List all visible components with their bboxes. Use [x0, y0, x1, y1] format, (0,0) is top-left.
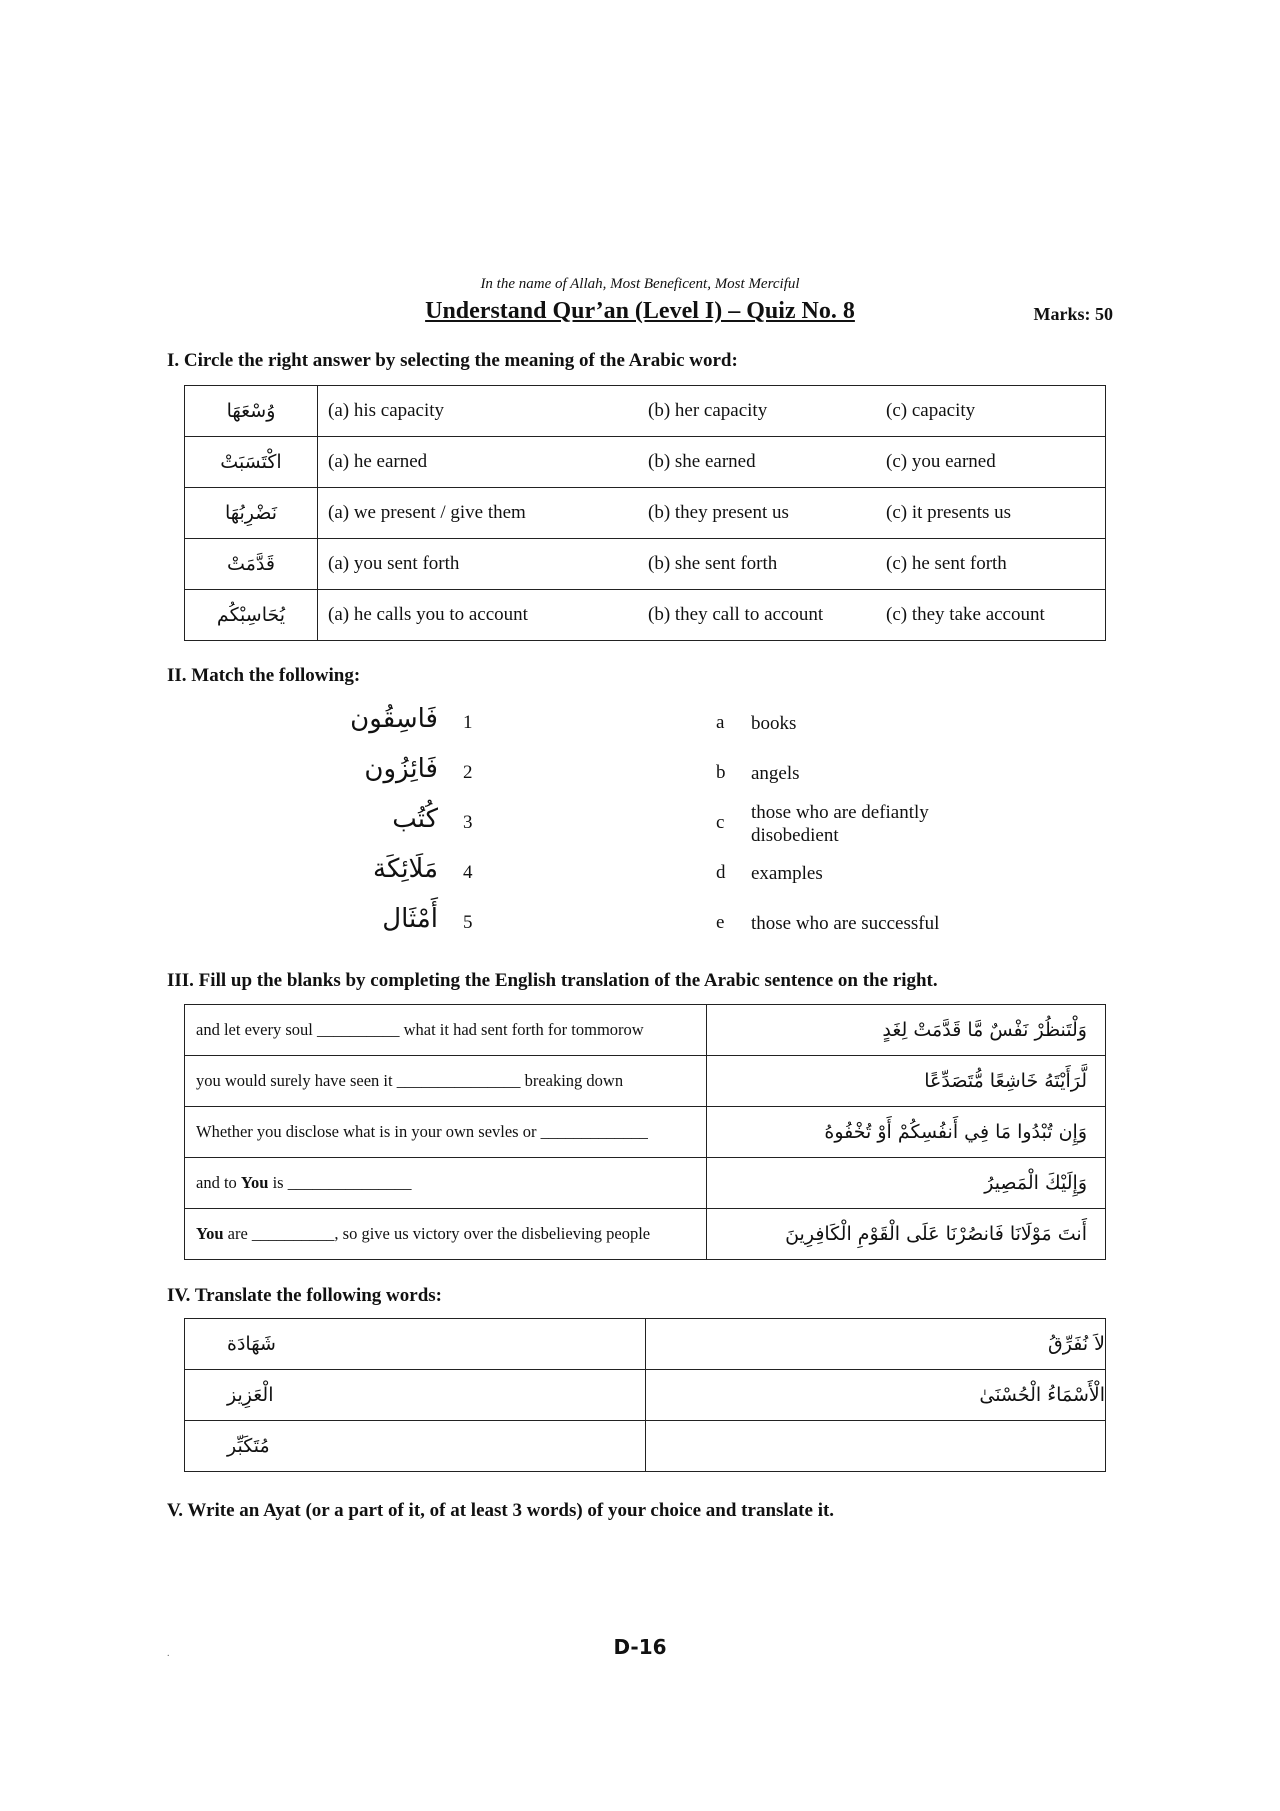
arabic-sentence: أَنتَ مَوْلَانَا فَانصُرْنَا عَلَى الْقَوْمِ الْكَافِرِينَ	[707, 1209, 1106, 1260]
translation-text: Whether you disclose what is in your own sevles or _____________	[196, 1122, 648, 1141]
table-row	[185, 1370, 1106, 1421]
translate-cell-left[interactable]	[185, 1319, 646, 1370]
match-meaning: those who are successful	[751, 913, 940, 934]
translation-blank[interactable]	[185, 1107, 707, 1158]
table-row	[185, 437, 1106, 488]
table-row	[185, 1319, 1106, 1370]
section4-heading: IV. Translate the following words:	[167, 1285, 442, 1306]
translation-bold-word: You	[240, 1173, 269, 1192]
match-meaning: angels	[751, 763, 800, 784]
page-number: D-16	[613, 1635, 667, 1659]
table-row	[185, 590, 1106, 641]
match-letter: b	[716, 762, 726, 783]
match-row	[0, 850, 1280, 898]
option-b[interactable]: (b) her capacity	[638, 386, 876, 437]
section3-table	[184, 1004, 1106, 1260]
arabic-word: شَهَادَة	[227, 1333, 276, 1355]
translate-cell-left[interactable]	[185, 1370, 646, 1421]
option-b[interactable]: (b) she sent forth	[638, 539, 876, 590]
arabic-word: لاَ نُفَرِّقُ	[1048, 1333, 1105, 1355]
translation-bold-word: You	[196, 1224, 224, 1243]
table-row	[185, 488, 1106, 539]
match-letter: e	[716, 912, 725, 933]
translation-text: is _______________	[268, 1173, 412, 1192]
footer-dot: .	[167, 1648, 170, 1659]
option-b[interactable]: (b) she earned	[638, 437, 876, 488]
translation-prefix: and to	[196, 1173, 241, 1192]
match-meaning: those who are defiantly disobedient	[751, 802, 929, 846]
option-a[interactable]: (a) we present / give them	[318, 488, 639, 539]
section2-heading: II. Match the following:	[167, 665, 361, 686]
arabic-word: يُحَاسِبْكُم	[185, 590, 318, 641]
section1-table	[184, 385, 1106, 641]
match-row	[0, 750, 1280, 798]
table-row	[185, 1005, 1106, 1056]
arabic-sentence: وَلْتَنظُرْ نَفْسٌ مَّا قَدَّمَتْ لِغَدٍ	[707, 1005, 1106, 1056]
translation-blank[interactable]	[185, 1209, 707, 1260]
section5-heading: V. Write an Ayat (or a part of it, of at least 3 words) of your choice and translate it.	[167, 1500, 835, 1521]
arabic-sentence: لَّرَأَيْتَهُ خَاشِعًا مُّتَصَدِّعًا	[707, 1056, 1106, 1107]
table-row	[185, 386, 1106, 437]
arabic-word: الْعَزِيز	[227, 1384, 274, 1406]
section3-heading: III. Fill up the blanks by completing the English translation of the Arabic sentence on the right.	[167, 970, 938, 991]
match-number: 4	[463, 862, 473, 883]
match-number: 5	[463, 912, 473, 933]
match-arabic-word: فَاسِقُون	[350, 704, 438, 734]
table-row	[185, 1107, 1106, 1158]
translation-text: are __________, so give us victory over the disbelieving people	[223, 1224, 651, 1243]
translation-blank[interactable]	[185, 1005, 707, 1056]
translate-cell-right[interactable]	[645, 1421, 1106, 1472]
translate-cell-left[interactable]	[185, 1421, 646, 1472]
section1-heading: I. Circle the right answer by selecting the meaning of the Arabic word:	[167, 350, 738, 371]
arabic-word: وُسْعَهَا	[185, 386, 318, 437]
option-a[interactable]: (a) he calls you to account	[318, 590, 639, 641]
match-number: 2	[463, 762, 473, 783]
arabic-word: مُتَكَبِّر	[227, 1435, 270, 1457]
match-meaning: books	[751, 713, 797, 734]
option-c[interactable]: (c) he sent forth	[876, 539, 1106, 590]
translation-blank[interactable]	[185, 1056, 707, 1107]
match-number: 3	[463, 812, 473, 833]
match-letter: c	[716, 812, 725, 833]
option-b[interactable]: (b) they call to account	[638, 590, 876, 641]
option-a[interactable]: (a) you sent forth	[318, 539, 639, 590]
match-meaning: examples	[751, 863, 823, 884]
match-row	[0, 900, 1280, 948]
marks-label: Marks: 50	[1033, 304, 1113, 324]
option-a[interactable]: (a) his capacity	[318, 386, 639, 437]
option-c[interactable]: (c) capacity	[876, 386, 1106, 437]
match-arabic-word: مَلَائِكَة	[373, 854, 438, 884]
page-title: Understand Qur’an (Level I) – Quiz No. 8	[425, 298, 855, 324]
arabic-word: نَضْرِبُهَا	[185, 488, 318, 539]
bismillah-line: In the name of Allah, Most Beneficent, Most Merciful	[480, 276, 800, 292]
match-arabic-word: أَمْثَال	[382, 904, 438, 934]
match-letter: d	[716, 862, 726, 883]
arabic-word: اكْتَسَبَتْ	[185, 437, 318, 488]
arabic-sentence: وَإِلَيْكَ الْمَصِيرُ	[707, 1158, 1106, 1209]
section4-table	[184, 1318, 1106, 1472]
match-letter: a	[716, 712, 725, 733]
match-arabic-word: فَائِزُون	[364, 754, 438, 784]
match-row	[0, 700, 1280, 748]
match-number: 1	[463, 712, 473, 733]
translation-blank[interactable]	[185, 1158, 707, 1209]
table-row	[185, 1209, 1106, 1260]
table-row	[185, 1421, 1106, 1472]
table-row	[185, 539, 1106, 590]
option-c[interactable]: (c) they take account	[876, 590, 1106, 641]
option-c[interactable]: (c) it presents us	[876, 488, 1106, 539]
option-b[interactable]: (b) they present us	[638, 488, 876, 539]
arabic-word: الْأَسْمَاءُ الْحُسْنَىٰ	[979, 1384, 1105, 1406]
table-row	[185, 1056, 1106, 1107]
match-row	[0, 800, 1280, 848]
arabic-sentence: وَإِن تُبْدُوا مَا فِي أَنفُسِكُمْ أَوْ تُخْفُوهُ	[707, 1107, 1106, 1158]
translate-cell-right[interactable]	[645, 1370, 1106, 1421]
table-row	[185, 1158, 1106, 1209]
translation-text: and let every soul __________ what it had sent forth for tommorow	[196, 1020, 644, 1039]
arabic-word: قَدَّمَتْ	[185, 539, 318, 590]
translation-text: you would surely have seen it _______________ breaking down	[196, 1071, 624, 1090]
match-arabic-word: كُتُب	[392, 804, 438, 834]
translate-cell-right[interactable]	[645, 1319, 1106, 1370]
option-a[interactable]: (a) he earned	[318, 437, 639, 488]
option-c[interactable]: (c) you earned	[876, 437, 1106, 488]
